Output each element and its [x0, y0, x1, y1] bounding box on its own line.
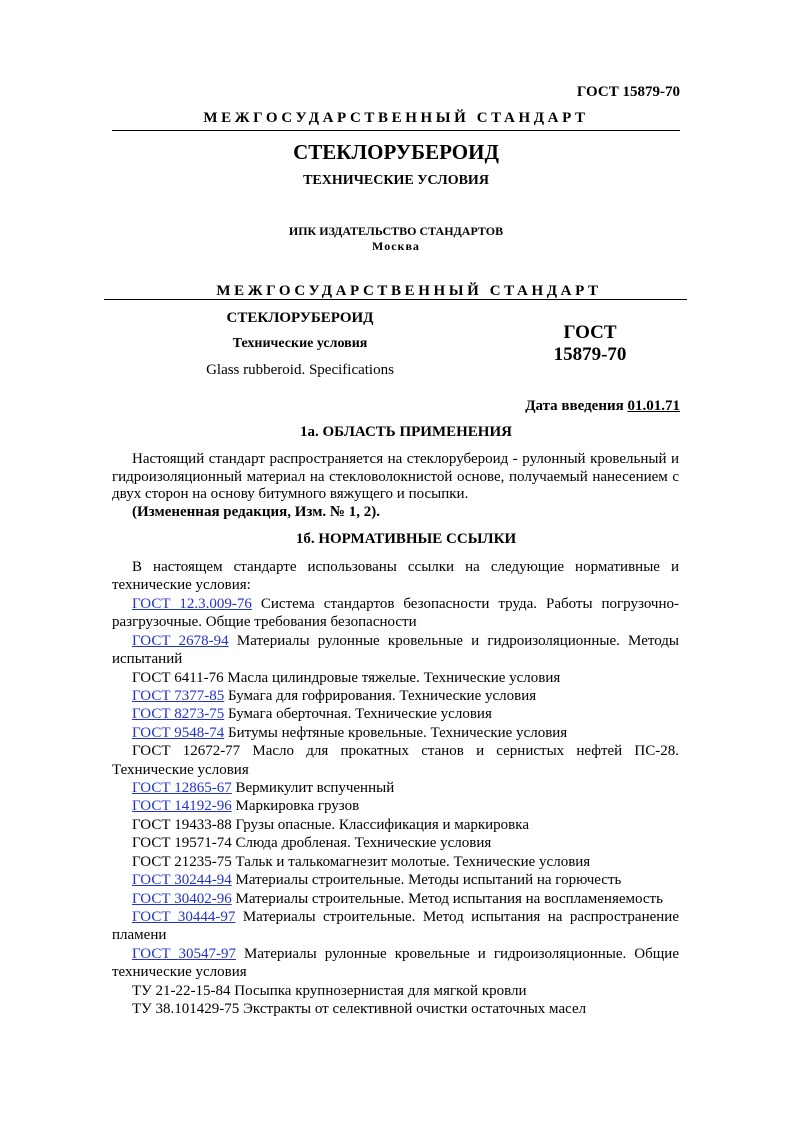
reference-item — [112, 669, 679, 687]
reference-item — [112, 871, 679, 889]
reference-link[interactable]: ГОСТ 30547-97 — [132, 945, 237, 962]
title-block-divider — [104, 299, 687, 300]
reference-item — [112, 595, 679, 632]
scope-paragraph: Настоящий стандарт распространяется на стеклорубероид - рулонный кровельный и гидроизоляционный материал на стекловолокнистой основе, получаемый нанесением с двух сторон на основу битумного вяжущего и посыпки. — [112, 451, 679, 502]
reference-title: Материалы рулонные кровельные и гидроизоляционные. Общие технические условия — [112, 945, 679, 981]
section-scope-body — [112, 451, 679, 521]
reference-title: Битумы нефтяные кровельные. Технические условия — [224, 724, 568, 741]
standard-spec: Технические условия — [232, 336, 368, 351]
reference-link[interactable]: ГОСТ 30244-94 — [132, 872, 232, 889]
reference-item — [112, 779, 679, 797]
document-code: ГОСТ 15879-70 — [576, 84, 680, 100]
reference-title: Экстракты от селективной очистки остаточных масел — [239, 1000, 587, 1017]
reference-item — [112, 945, 679, 982]
reference-title: Бумага оберточная. Технические условия — [224, 706, 492, 723]
english-title: Glass rubberoid. Specifications — [206, 362, 394, 378]
reference-item — [112, 816, 679, 834]
reference-title: Материалы рулонные кровельные и гидроизоляционные. Методы испытаний — [112, 632, 679, 668]
section-references-heading: 1б. НОРМАТИВНЫЕ ССЫЛКИ — [295, 531, 517, 547]
reference-title: Бумага для гофрирования. Технические условия — [224, 688, 537, 705]
interstate-standard-heading: МЕЖГОСУДАРСТВЕННЫЙ СТАНДАРТ — [216, 283, 602, 299]
reference-code: ГОСТ 21235-75 — [132, 853, 232, 870]
reference-title: Система стандартов безопасности труда. Работы погрузочно-разгрузочные. Общие требования безопасности — [112, 596, 680, 631]
reference-item — [112, 687, 679, 705]
reference-title: Маркировка грузов — [231, 798, 360, 815]
reference-item — [112, 797, 679, 815]
reference-item — [112, 908, 679, 945]
reference-title: Материалы строительные. Методы испытаний на горючесть — [231, 872, 622, 889]
reference-code: ГОСТ 6411-76 — [132, 669, 224, 686]
reference-link[interactable]: ГОСТ 12865-67 — [132, 780, 232, 797]
interstate-standard-label: МЕЖГОСУДАРСТВЕННЫЙ СТАНДАРТ — [203, 110, 589, 126]
reference-title: Материалы строительные. Метод испытания на распространение пламени — [112, 908, 679, 944]
reference-item — [112, 890, 679, 908]
reference-link[interactable]: ГОСТ 30444-97 — [132, 908, 236, 925]
reference-item — [112, 724, 679, 742]
section-scope-heading: 1а. ОБЛАСТЬ ПРИМЕНЕНИЯ — [300, 424, 512, 440]
reference-code: ГОСТ 19433-88 — [132, 816, 232, 833]
reference-link[interactable]: ГОСТ 12.3.009-76 — [132, 596, 252, 612]
reference-link[interactable]: ГОСТ 9548-74 — [132, 724, 225, 741]
introduction-date-label: Дата введения — [525, 398, 624, 414]
reference-code: ТУ 38.101429-75 — [132, 1000, 240, 1017]
reference-link[interactable]: ГОСТ 30402-96 — [132, 890, 232, 907]
publisher-city: Москва — [372, 239, 420, 253]
reference-code: ГОСТ 19571-74 — [132, 835, 232, 852]
gost-designation — [530, 322, 650, 366]
reference-item — [112, 705, 679, 723]
reference-title: Вермикулит вспученный — [231, 780, 395, 797]
reference-item — [112, 742, 679, 779]
reference-title: Тальк и талькомагнезит молотые. Технические условия — [231, 853, 591, 870]
standard-name: СТЕКЛОРУБЕРОИД — [226, 310, 374, 326]
reference-title: Грузы опасные. Классификация и маркировка — [231, 816, 529, 833]
reference-link[interactable]: ГОСТ 8273-75 — [132, 706, 225, 723]
reference-link[interactable]: ГОСТ 14192-96 — [132, 798, 232, 815]
gost-number: 15879-70 — [553, 344, 627, 365]
reference-item — [112, 632, 679, 669]
introduction-date — [400, 398, 680, 415]
document-title: СТЕКЛОРУБЕРОИД — [293, 140, 499, 164]
references-intro-text: В настоящем стандарте использованы ссылки на следующие нормативные и технические условия: — [112, 559, 679, 593]
reference-item — [112, 982, 679, 1000]
reference-title: Слюда дробленая. Технические условия — [231, 835, 492, 852]
references-intro — [112, 558, 679, 594]
reference-title: Масла цилиндровые тяжелые. Технические условия — [223, 669, 561, 686]
publisher: ИПК ИЗДАТЕЛЬСТВО СТАНДАРТОВ — [288, 224, 504, 238]
reference-code: ГОСТ 12672-77 — [132, 743, 241, 760]
references-list — [112, 595, 679, 1018]
reference-link[interactable]: ГОСТ 7377-85 — [132, 688, 225, 705]
reference-title: Материалы строительные. Метод испытания на воспламеняемость — [231, 890, 663, 907]
introduction-date-value[interactable]: 01.01.71 — [627, 398, 680, 414]
reference-link[interactable]: ГОСТ 2678-94 — [132, 632, 229, 649]
reference-item — [112, 834, 679, 852]
amendment-note: (Измененная редакция, Изм. № 1, 2). — [132, 503, 381, 520]
reference-title: Посыпка крупнозернистая для мягкой кровли — [230, 982, 527, 999]
reference-item — [112, 1000, 679, 1018]
reference-code: ТУ 21-22-15-84 — [132, 982, 231, 999]
reference-title: Масло для прокатных станов и сернистых нефтей ПС-28. Технические условия — [112, 743, 679, 778]
header-divider — [112, 130, 680, 131]
gost-label: ГОСТ — [563, 322, 617, 343]
document-subtitle: ТЕХНИЧЕСКИЕ УСЛОВИЯ — [303, 173, 489, 188]
reference-item — [112, 853, 679, 871]
